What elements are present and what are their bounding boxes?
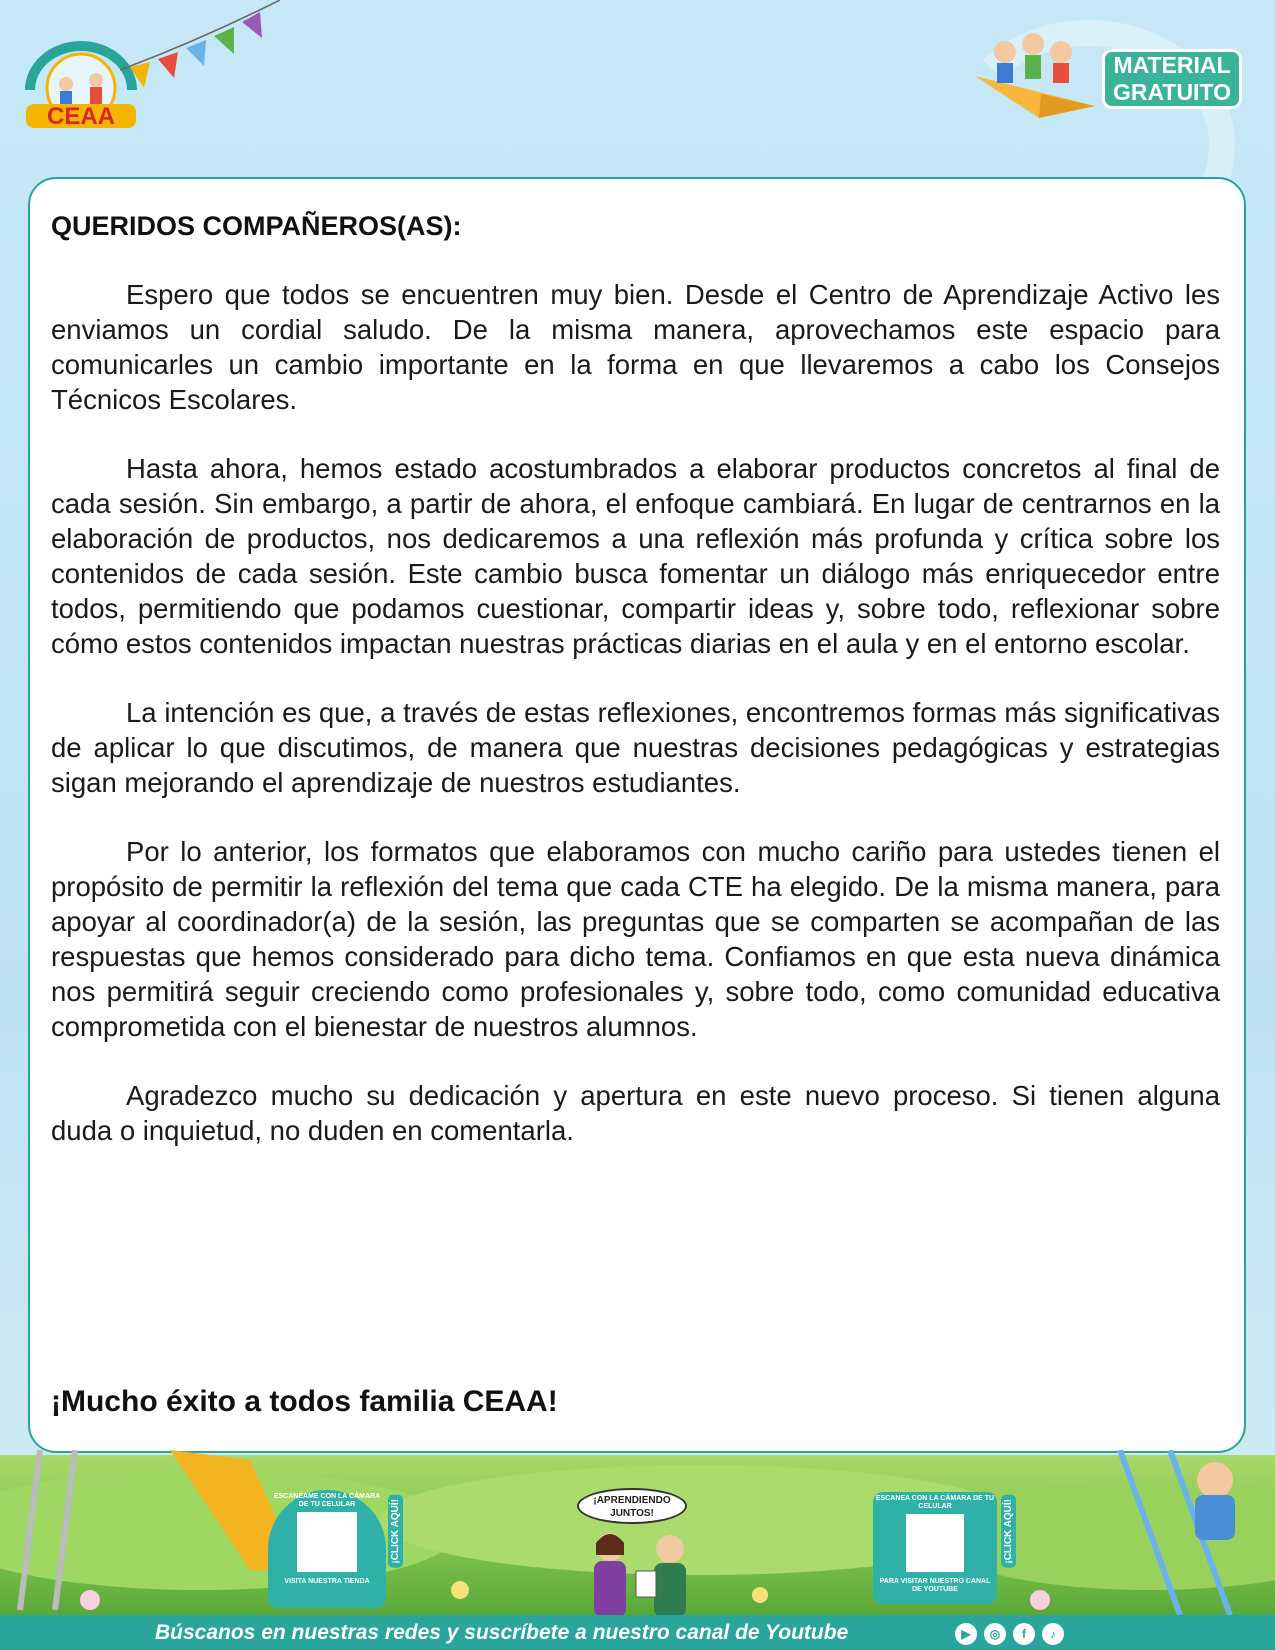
youtube-click-here-button[interactable]: ¡CLICK AQUÍ! <box>1001 1495 1016 1568</box>
letter-paragraph-2: Hasta ahora, hemos estado acostumbrados a elaborar productos concretos al final de cada sesión. Sin embargo, a partir de ahora, el enfoque cambiará. En lugar de centrarnos en la elaboración de productos, nos dedicaremos a una reflexión más profunda y crítica sobre los contenidos de cada sesión. Este cambio busca fomentar un diálogo más enriquecedor entre todos, permitiendo que podamos cuestionar, compartir ideas y, sobre todo, reflexionar sobre cómo estos contenidos impactan nuestras prácticas diarias en el aula y en el entorno escolar. <box>51 453 1220 659</box>
instagram-icon[interactable]: ◎ <box>984 1623 1006 1645</box>
facebook-icon[interactable]: f <box>1013 1623 1035 1645</box>
store-qr-card[interactable] <box>268 1490 386 1608</box>
youtube-qr-instructions: ESCANEA CON LA CÁMARA DE TU CELULAR <box>875 1495 995 1510</box>
letter-card <box>28 177 1246 1453</box>
speech-bubble: ¡APRENDIENDO JUNTOS! <box>577 1488 687 1524</box>
kids-paper-plane-illustration <box>975 18 1095 128</box>
letter-paragraph-5: Agradezco mucho su dedicación y apertura en este nuevo proceso. Si tienen alguna duda o inquietud, no duden en comentarla. <box>51 1080 1220 1146</box>
teachers-illustration <box>570 1525 710 1617</box>
social-footer-bar <box>0 1615 1275 1650</box>
youtube-qr-card[interactable] <box>873 1492 997 1604</box>
letter-paragraph-1: Espero que todos se encuentren muy bien. Desde el Centro de Aprendizaje Activo les enviamos un cordial saludo. De la misma manera, aprovechamos este espacio para comunicarles un cambio importante en la forma en que llevaremos a cabo los Consejos Técnicos Escolares. <box>51 279 1220 415</box>
store-click-here-button[interactable]: ¡CLICK AQUÍ! <box>388 1495 403 1568</box>
letter-paragraph-4: Por lo anterior, los formatos que elaboramos con mucho cariño para ustedes tienen el propósito de permitir la reflexión del tema que cada CTE ha elegido. De la misma manera, para apoyar al coordinador(a) de la sesión, las preguntas que se comparten se acompañan de las respuestas que hemos considerado para dicho tema. Confiamos en que esta nueva dinámica nos permitirá seguir creciendo como profesionales y, sobre todo, como comunidad educativa comprometida con el bienestar de nuestros alumnos. <box>51 836 1220 1042</box>
letter-closing: ¡Mucho éxito a todos familia CEAA! <box>51 1385 558 1418</box>
tiktok-icon[interactable]: ♪ <box>1042 1623 1064 1645</box>
badge-line-2: GRATUITO <box>1113 79 1231 105</box>
letter-greeting: QUERIDOS COMPAÑEROS(AS): <box>51 211 462 241</box>
store-qr-instructions: ESCANÉAME CON LA CÁMARA DE TU CELULAR <box>273 1493 381 1508</box>
social-footer-text: Búscanos en nuestras redes y suscríbete a nuestro canal de Youtube <box>155 1621 849 1644</box>
free-material-badge <box>1102 49 1242 109</box>
letter-paragraph-3: La intención es que, a través de estas reflexiones, encontremos formas más significativas de aplicar lo que discutimos, de manera que nuestras decisiones pedagógicas y estrategias sigan mejorando el aprendizaje de nuestros estudiantes. <box>51 697 1220 798</box>
youtube-icon[interactable]: ▶ <box>955 1623 977 1645</box>
bunting-decoration <box>120 0 280 110</box>
store-qr-code[interactable] <box>297 1512 357 1572</box>
badge-line-1: MATERIAL <box>1113 52 1231 78</box>
youtube-qr-caption: PARA VISITAR NUESTRO CANAL DE YOUTUBE <box>879 1578 991 1593</box>
store-qr-caption: VISITA NUESTRA TIENDA <box>284 1578 370 1585</box>
youtube-qr-code[interactable] <box>906 1514 964 1572</box>
logo-text: CEAA <box>46 103 116 130</box>
